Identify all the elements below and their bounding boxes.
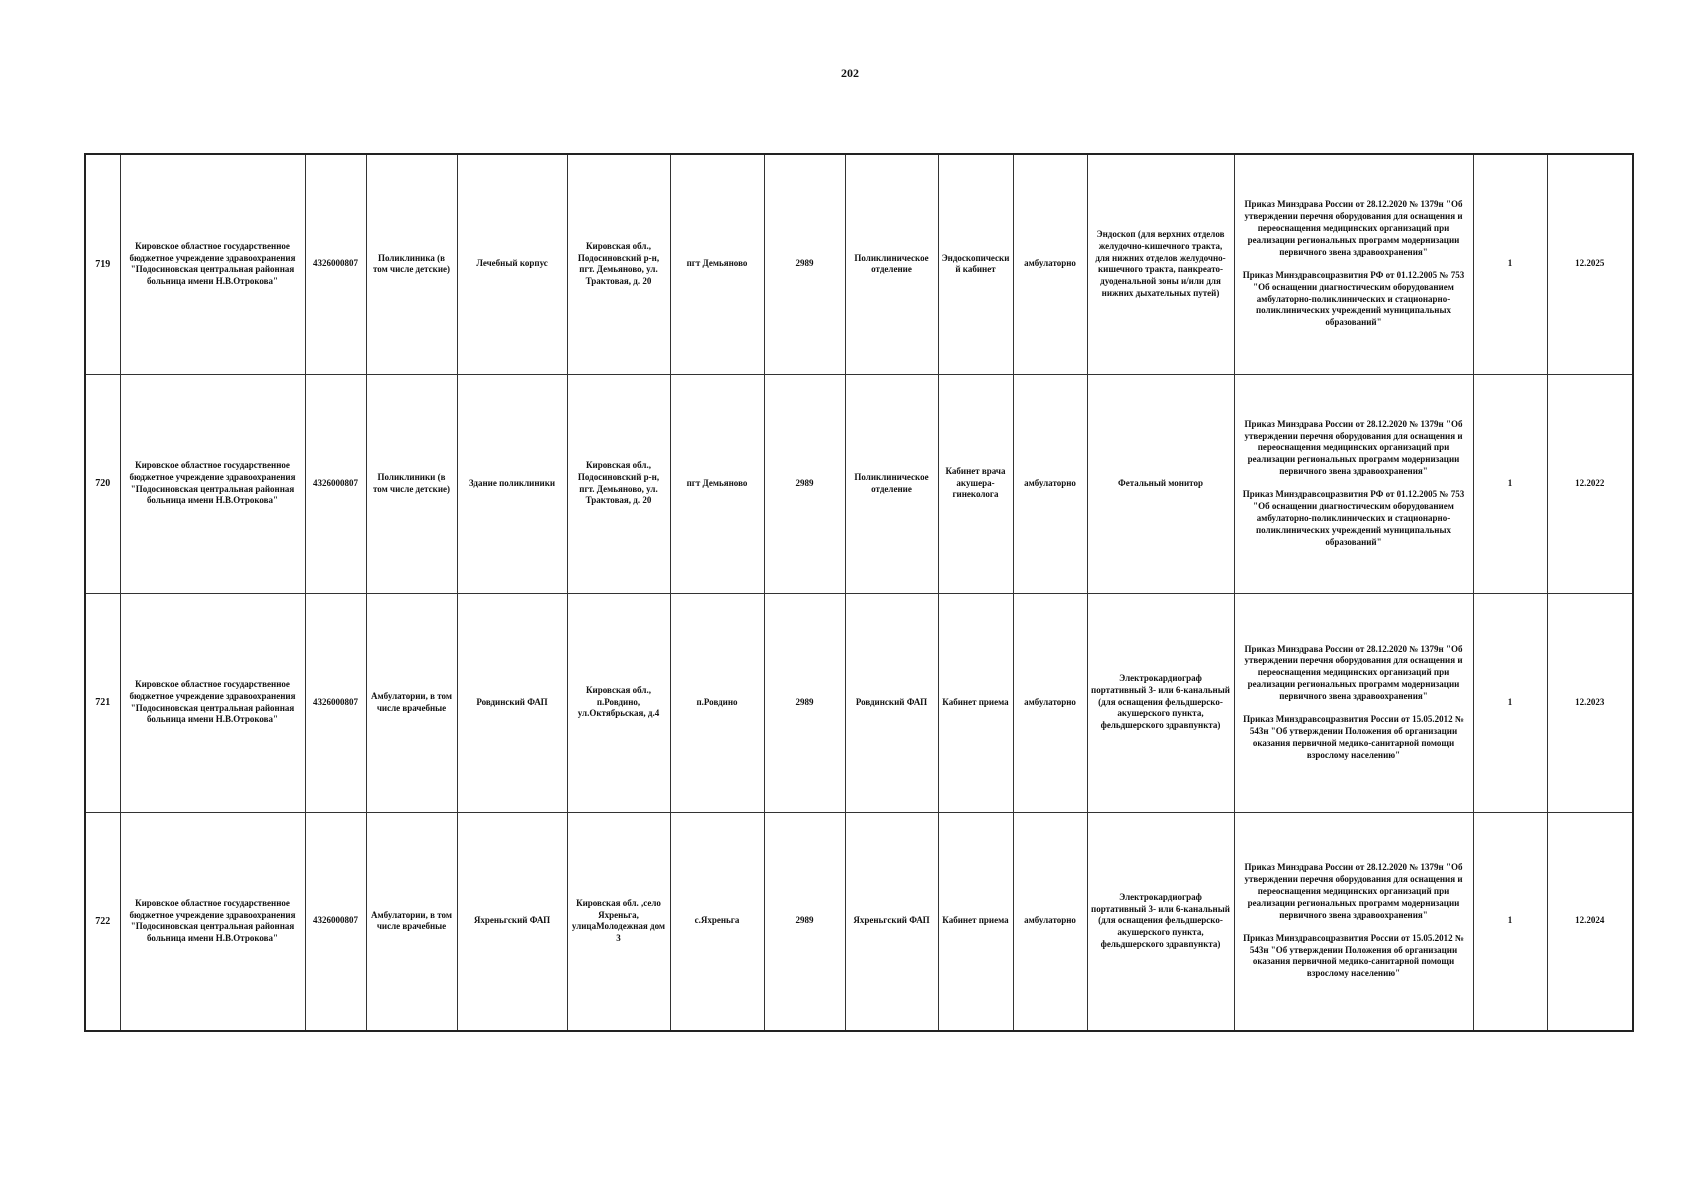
department-cell: Ровдинский ФАП xyxy=(845,593,938,812)
basis-document: Приказ Минздрава России от 28.12.2020 № 1379н "Об утверждении перечня оборудования для оснащения и переоснащения медицинских организаций при реализации региональных программ модернизации первичного звена здравоохранения" xyxy=(1244,862,1463,920)
building-cell: Ровдинский ФАП xyxy=(457,593,567,812)
facility-type-cell: Амбулатории, в том числе врачебные xyxy=(366,812,457,1031)
row-number: 722 xyxy=(85,812,120,1031)
facility-type-cell: Поликлиника (в том числе детские) xyxy=(366,154,457,374)
department-cell: Яхреньгский ФАП xyxy=(845,812,938,1031)
settlement-cell: п.Ровдино xyxy=(670,593,764,812)
inn-cell: 4326000807 xyxy=(305,812,366,1031)
inn-cell: 4326000807 xyxy=(305,154,366,374)
quantity-cell: 1 xyxy=(1473,154,1547,374)
basis-documents-cell xyxy=(1234,812,1473,1031)
care-form-cell: амбулаторно xyxy=(1013,593,1087,812)
inn-cell: 4326000807 xyxy=(305,593,366,812)
room-cell: Кабинет приема xyxy=(938,812,1013,1031)
row-number: 720 xyxy=(85,374,120,593)
basis-documents-cell xyxy=(1234,374,1473,593)
building-cell: Здание поликлиники xyxy=(457,374,567,593)
address-cell: Кировская обл. ,село Яхреньга, улицаМолодежная дом 3 xyxy=(567,812,670,1031)
equipment-cell: Эндоскоп (для верхних отделов желудочно-кишечного тракта, для нижних отделов желудочно-кишечного тракта, панкреато-дуоденальной зоны и/или для нижних дыхательных путей) xyxy=(1087,154,1234,374)
table-row xyxy=(85,812,1633,1031)
basis-documents-cell xyxy=(1234,154,1473,374)
table-row xyxy=(85,374,1633,593)
facility-type-cell: Амбулатории, в том числе врачебные xyxy=(366,593,457,812)
basis-document: Приказ Минздравсоцразвития РФ от 01.12.2005 № 753 "Об оснащении диагностическим оборудованием амбулаторно-поликлинических и стационарно-поликлинических учреждений муниципальных образований" xyxy=(1242,489,1465,547)
institution-name: Кировское областное государственное бюджетное учреждение здравоохранения "Подосиновская центральная районная больница имени Н.В.Отрокова" xyxy=(120,812,305,1031)
population-cell: 2989 xyxy=(764,374,845,593)
equipment-registry-table xyxy=(84,153,1634,1032)
equipment-cell: Фетальный монитор xyxy=(1087,374,1234,593)
table-row xyxy=(85,154,1633,374)
quantity-cell: 1 xyxy=(1473,374,1547,593)
address-cell: Кировская обл., Подосиновский р-н, пгт. Демьяново, ул. Трактовая, д. 20 xyxy=(567,154,670,374)
population-cell: 2989 xyxy=(764,154,845,374)
department-cell: Поликлиническое отделение xyxy=(845,374,938,593)
institution-name: Кировское областное государственное бюджетное учреждение здравоохранения "Подосиновская центральная районная больница имени Н.В.Отрокова" xyxy=(120,374,305,593)
building-cell: Яхреньгский ФАП xyxy=(457,812,567,1031)
row-number: 719 xyxy=(85,154,120,374)
room-cell: Кабинет врача акушера-гинеколога xyxy=(938,374,1013,593)
institution-name: Кировское областное государственное бюджетное учреждение здравоохранения "Подосиновская центральная районная больница имени Н.В.Отрокова" xyxy=(120,593,305,812)
population-cell: 2989 xyxy=(764,593,845,812)
care-form-cell: амбулаторно xyxy=(1013,154,1087,374)
address-cell: Кировская обл., п.Ровдино, ул.Октябрьская, д.4 xyxy=(567,593,670,812)
room-cell: Эндоскопический кабинет xyxy=(938,154,1013,374)
equipment-cell: Электрокардиограф портативный 3- или 6-канальный (для оснащения фельдшерско-акушерского пункта, фельдшерского здравпункта) xyxy=(1087,812,1234,1031)
building-cell: Лечебный корпус xyxy=(457,154,567,374)
quantity-cell: 1 xyxy=(1473,593,1547,812)
inn-cell: 4326000807 xyxy=(305,374,366,593)
quantity-cell: 1 xyxy=(1473,812,1547,1031)
settlement-cell: с.Яхреньга xyxy=(670,812,764,1031)
basis-document: Приказ Минздрава России от 28.12.2020 № 1379н "Об утверждении перечня оборудования для оснащения и переоснащения медицинских организаций при реализации региональных программ модернизации первичного звена здравоохранения" xyxy=(1244,199,1463,257)
basis-document: Приказ Минздравсоцразвития России от 15.05.2012 № 543н "Об утверждении Положения об организации оказания первичной медико-санитарной помощи взрослому населению" xyxy=(1243,932,1464,979)
department-cell: Поликлиническое отделение xyxy=(845,154,938,374)
care-form-cell: амбулаторно xyxy=(1013,812,1087,1031)
basis-documents-cell xyxy=(1234,593,1473,812)
date-cell: 12.2023 xyxy=(1547,593,1633,812)
basis-document: Приказ Минздрава России от 28.12.2020 № 1379н "Об утверждении перечня оборудования для оснащения и переоснащения медицинских организаций при реализации региональных программ модернизации первичного звена здравоохранения" xyxy=(1244,643,1463,702)
table-row xyxy=(85,593,1633,812)
address-cell: Кировская обл., Подосиновский р-н, пгт. Демьяново, ул. Трактовая, д. 20 xyxy=(567,374,670,593)
room-cell: Кабинет приема xyxy=(938,593,1013,812)
care-form-cell: амбулаторно xyxy=(1013,374,1087,593)
basis-document: Приказ Минздрава России от 28.12.2020 № 1379н "Об утверждении перечня оборудования для оснащения и переоснащения медицинских организаций при реализации региональных программ модернизации первичного звена здравоохранения" xyxy=(1244,418,1463,477)
facility-type-cell: Поликлиники (в том числе детские) xyxy=(366,374,457,593)
settlement-cell: пгт Демьяново xyxy=(670,154,764,374)
basis-document: Приказ Минздравсоцразвития России от 15.05.2012 № 543н "Об утверждении Положения об организации оказания первичной медико-санитарной помощи взрослому населению" xyxy=(1243,713,1464,760)
institution-name: Кировское областное государственное бюджетное учреждение здравоохранения "Подосиновская центральная районная больница имени Н.В.Отрокова" xyxy=(120,154,305,374)
date-cell: 12.2025 xyxy=(1547,154,1633,374)
equipment-cell: Электрокардиограф портативный 3- или 6-канальный (для оснащения фельдшерско-акушерского пункта, фельдшерского здравпункта) xyxy=(1087,593,1234,812)
date-cell: 12.2022 xyxy=(1547,374,1633,593)
page-number: 202 xyxy=(841,66,859,80)
row-number: 721 xyxy=(85,593,120,812)
date-cell: 12.2024 xyxy=(1547,812,1633,1031)
settlement-cell: пгт Демьяново xyxy=(670,374,764,593)
population-cell: 2989 xyxy=(764,812,845,1031)
basis-document: Приказ Минздравсоцразвития РФ от 01.12.2005 № 753 "Об оснащении диагностическим оборудованием амбулаторно-поликлинических и стационарно-поликлинических учреждений муниципальных образований" xyxy=(1242,269,1465,328)
